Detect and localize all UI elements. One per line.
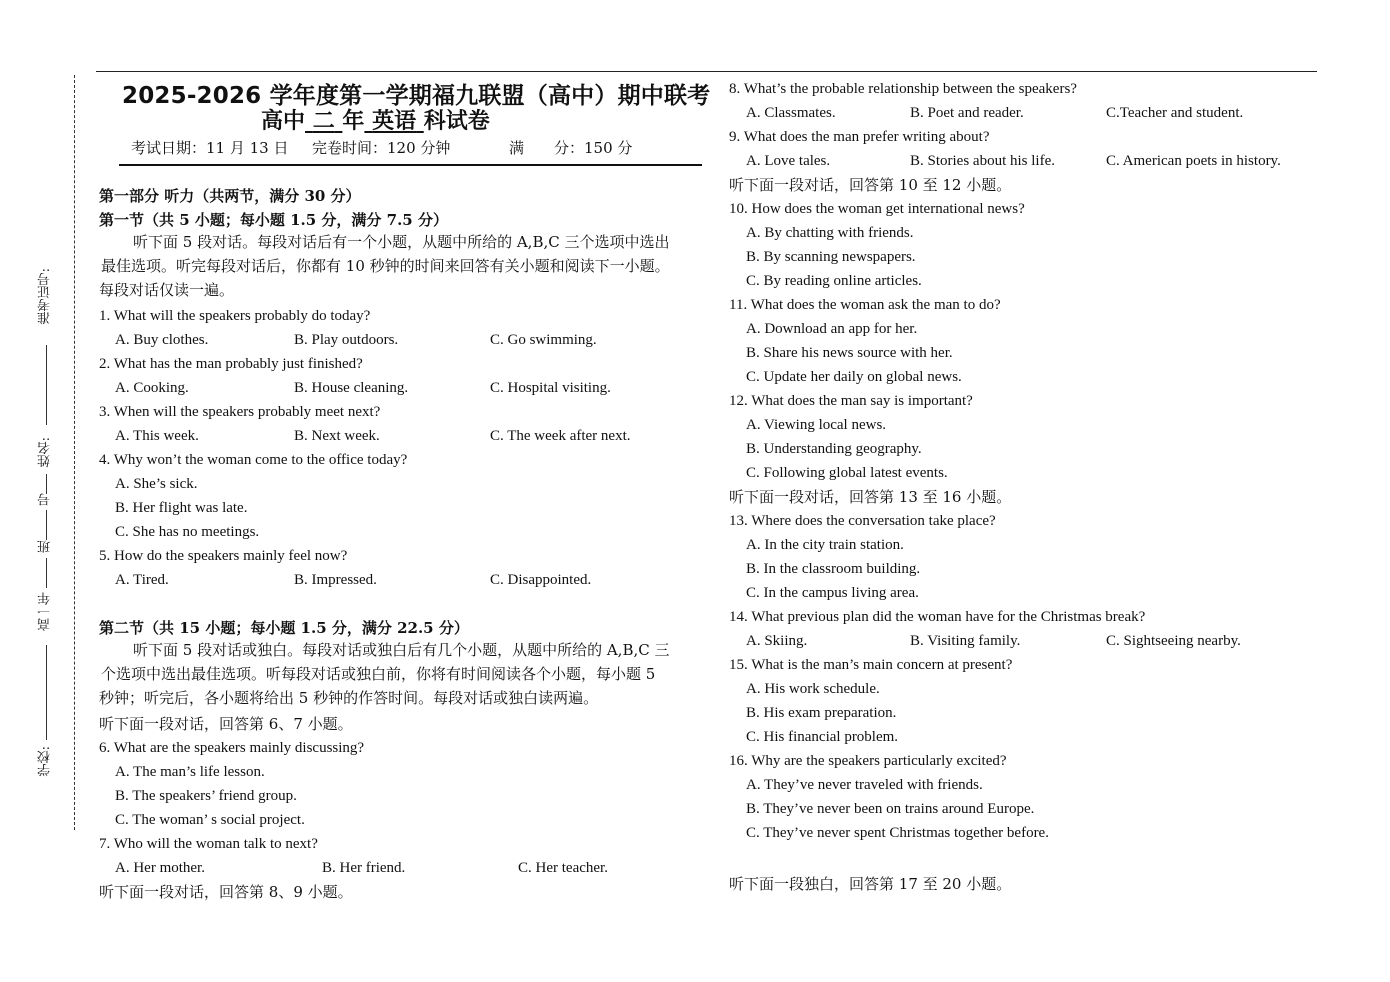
question-14: 14. What previous plan did the woman have for the Christmas break? <box>729 609 1146 625</box>
q5-option-b: B. Impressed. <box>294 572 377 588</box>
question-6: 6. What are the speakers mainly discussing? <box>99 740 365 756</box>
q14-option-b: B. Visiting family. <box>910 633 1021 649</box>
q9-option-b: B. Stories about his life. <box>910 153 1055 169</box>
q10-option-b: B. By scanning newspapers. <box>746 249 916 265</box>
intro-6-7: 听下面一段对话，回答第 6、7 小题。 <box>99 715 353 733</box>
q4-option-c: C. She has no meetings. <box>115 524 260 540</box>
ticket-number-blank <box>46 345 47 425</box>
question-4: 4. Why won’t the woman come to the office today? <box>99 452 408 468</box>
q15-option-b: B. His exam preparation. <box>746 705 897 721</box>
question-2: 2. What has the man probably just finished? <box>99 356 363 372</box>
question-9: 9. What does the man prefer writing about? <box>729 129 990 145</box>
q13-option-a: A. In the city train station. <box>746 537 904 553</box>
intro-10-12: 听下面一段对话，回答第 10 至 12 小题。 <box>729 176 1012 194</box>
q1-option-a: A. Buy clothes. <box>115 332 209 348</box>
name-blank <box>46 474 47 494</box>
section2-heading: 第二节（共 15 小题；每小题 1.5 分，满分 22.5 分） <box>99 619 469 637</box>
school-blank <box>46 645 47 740</box>
grade-label: 高一年 <box>38 592 53 631</box>
q1-option-b: B. Play outdoors. <box>294 332 399 348</box>
q14-option-c: C. Sightseeing nearby. <box>1106 633 1241 649</box>
question-10: 10. How does the woman get international news? <box>729 201 1025 217</box>
q5-option-a: A. Tired. <box>115 572 169 588</box>
q6-option-a: A. The man’s life lesson. <box>115 764 265 780</box>
q7-option-a: A. Her mother. <box>115 860 205 876</box>
class-blank <box>46 558 47 588</box>
question-5: 5. How do the speakers mainly feel now? <box>99 548 348 564</box>
class-label: 班 <box>38 540 53 553</box>
q15-option-a: A. His work schedule. <box>746 681 880 697</box>
q2-option-c: C. Hospital visiting. <box>490 380 611 396</box>
q8-option-b: B. Poet and reader. <box>910 105 1024 121</box>
question-1: 1. What will the speakers probably do today? <box>99 308 371 324</box>
q4-option-a: A. She’s sick. <box>115 476 198 492</box>
q3-option-c: C. The week after next. <box>490 428 631 444</box>
exam-duration: 完卷时间：120 分钟 <box>312 139 451 157</box>
question-15: 15. What is the man’s main concern at present? <box>729 657 1013 673</box>
q13-option-b: B. In the classroom building. <box>746 561 921 577</box>
exam-title: 2025-2026 学年度第一学期福九联盟（高中）期中联考 <box>122 83 711 109</box>
q15-option-c: C. His financial problem. <box>746 729 899 745</box>
part1-heading: 第一部分 听力（共两节，满分 30 分） <box>99 187 361 205</box>
q4-option-b: B. Her flight was late. <box>115 500 248 516</box>
q1-option-c: C. Go swimming. <box>490 332 597 348</box>
question-12: 12. What does the man say is important? <box>729 393 973 409</box>
q7-option-b: B. Her friend. <box>322 860 406 876</box>
q12-option-a: A. Viewing local news. <box>746 417 887 433</box>
q11-option-a: A. Download an app for her. <box>746 321 918 337</box>
q7-option-c: C. Her teacher. <box>518 860 608 876</box>
q13-option-c: C. In the campus living area. <box>746 585 919 601</box>
question-3: 3. When will the speakers probably meet next? <box>99 404 381 420</box>
question-11: 11. What does the woman ask the man to do? <box>729 297 1001 313</box>
intro-17-20: 听下面一段独白，回答第 17 至 20 小题。 <box>729 875 1012 893</box>
q16-option-a: A. They’ve never traveled with friends. <box>746 777 983 793</box>
q5-option-c: C. Disappointed. <box>490 572 592 588</box>
intro-13-16: 听下面一段对话，回答第 13 至 16 小题。 <box>729 488 1012 506</box>
q3-option-a: A. This week. <box>115 428 199 444</box>
exam-date: 考试日期：11 月 13 日 <box>131 139 289 157</box>
question-7: 7. Who will the woman talk to next? <box>99 836 318 852</box>
q11-option-b: B. Share his news source with her. <box>746 345 953 361</box>
binding-dashed-line <box>74 75 75 830</box>
intro-8-9: 听下面一段对话，回答第 8、9 小题。 <box>99 883 353 901</box>
q16-option-c: C. They’ve never spent Christmas together before. <box>746 825 1049 841</box>
q10-option-a: A. By chatting with friends. <box>746 225 914 241</box>
top-rule <box>96 71 1317 72</box>
q9-option-c: C. American poets in history. <box>1106 153 1281 169</box>
q6-option-c: C. The woman’ s social project. <box>115 812 305 828</box>
q2-option-a: A. Cooking. <box>115 380 189 396</box>
q16-option-b: B. They’ve never been on trains around Europe. <box>746 801 1035 817</box>
school-label: 学校: <box>38 746 53 777</box>
question-16: 16. Why are the speakers particularly excited? <box>729 753 1007 769</box>
q11-option-c: C. Update her daily on global news. <box>746 369 962 385</box>
ticket-number-label: 准考证号: <box>38 268 53 325</box>
name-label: 姓名: <box>38 437 53 468</box>
seat-number-blank <box>46 510 47 540</box>
q8-option-a: A. Classmates. <box>746 105 836 121</box>
q14-option-a: A. Skiing. <box>746 633 808 649</box>
section1-instructions: 听下面 5 段对话。每段对话后有一个小题，从题中所给的 A,B,C 三个选项中选出 最佳选项。听完每段对话后，你都有 10 秒钟的时间来回答有关小题和阅读下一小题。 每段对话仅读一遍。 <box>99 233 670 299</box>
q12-option-b: B. Understanding geography. <box>746 441 922 457</box>
question-13: 13. Where does the conversation take place? <box>729 513 996 529</box>
section2-instructions: 听下面 5 段对话或独白。每段对话或独白后有几个小题，从题中所给的 A,B,C 三 个选项中选出最佳选项。听每段对话或独白前，你将有时间阅读各个小题，每小题 5 秒钟；听完后，各小题将给出 5 秒钟的作答时间。每段对话或独白读两遍。 <box>99 641 670 707</box>
title-rule <box>119 164 702 166</box>
section1-heading: 第一节（共 5 小题；每小题 1.5 分，满分 7.5 分） <box>99 211 448 229</box>
q9-option-a: A. Love tales. <box>746 153 831 169</box>
question-8: 8. What’s the probable relationship between the speakers? <box>729 81 1077 97</box>
q2-option-b: B. House cleaning. <box>294 380 409 396</box>
q3-option-b: B. Next week. <box>294 428 380 444</box>
exam-score: 满 分：150 分 <box>509 139 633 157</box>
exam-subtitle: 高中 二 年 英语 科试卷 <box>261 109 490 134</box>
seat-number-label: 号 <box>38 493 53 506</box>
q8-option-c: C.Teacher and student. <box>1106 105 1244 121</box>
q12-option-c: C. Following global latest events. <box>746 465 948 481</box>
q10-option-c: C. By reading online articles. <box>746 273 922 289</box>
q6-option-b: B. The speakers’ friend group. <box>115 788 297 804</box>
